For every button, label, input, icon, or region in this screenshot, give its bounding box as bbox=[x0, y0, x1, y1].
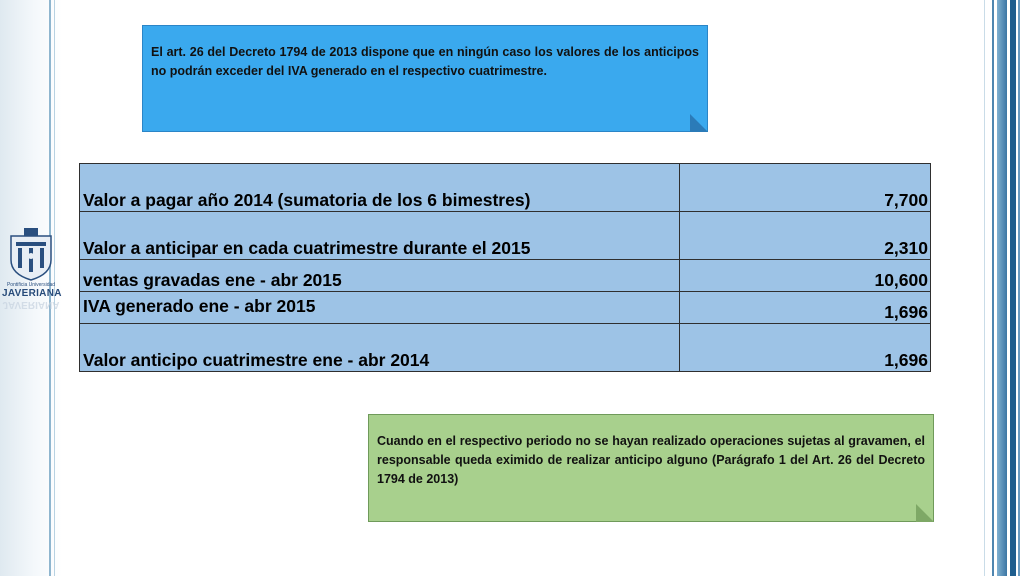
row-label: IVA generado ene - abr 2015 bbox=[80, 292, 680, 324]
table-row bbox=[80, 324, 931, 372]
row-value: 10,600 bbox=[680, 260, 931, 292]
values-table bbox=[79, 163, 931, 372]
note-bottom bbox=[368, 414, 934, 522]
table-row bbox=[80, 164, 931, 212]
row-label: Valor a anticipar en cada cuatrimestre durante el 2015 bbox=[80, 212, 680, 260]
row-value: 7,700 bbox=[680, 164, 931, 212]
note-top-text: El art. 26 del Decreto 1794 de 2013 dispone que en ningún caso los valores de los anticipos no podrán exceder del IVA generado en el respectivo cuatrimestre. bbox=[151, 45, 699, 78]
left-decorative-band bbox=[0, 0, 62, 576]
band-stroke bbox=[992, 0, 994, 576]
row-label: Valor anticipo cuatrimestre ene - abr 2014 bbox=[80, 324, 680, 372]
right-decorative-band bbox=[980, 0, 1024, 576]
university-logo bbox=[2, 226, 60, 318]
band-stroke bbox=[984, 0, 985, 576]
folded-corner bbox=[916, 504, 934, 522]
band-stroke bbox=[997, 0, 1007, 576]
table-row bbox=[80, 260, 931, 292]
crest-icon bbox=[5, 226, 57, 282]
logo-line-1: Pontificia Universidad bbox=[6, 282, 56, 288]
logo-reflection: JAVERIANA bbox=[2, 299, 60, 310]
band-stroke bbox=[1018, 0, 1020, 576]
note-top bbox=[142, 25, 708, 132]
row-value: 2,310 bbox=[680, 212, 931, 260]
band-stroke bbox=[1010, 0, 1016, 576]
row-value: 1,696 bbox=[680, 324, 931, 372]
folded-corner bbox=[690, 114, 708, 132]
row-label: ventas gravadas ene - abr 2015 bbox=[80, 260, 680, 292]
table-row bbox=[80, 292, 931, 324]
row-value: 1,696 bbox=[680, 292, 931, 324]
logo-line-2: JAVERIANA bbox=[2, 288, 62, 299]
row-label: Valor a pagar año 2014 (sumatoria de los 6 bimestres) bbox=[80, 164, 680, 212]
table-row bbox=[80, 212, 931, 260]
note-bottom-text: Cuando en el respectivo periodo no se hayan realizado operaciones sujetas al gravamen, el responsable queda eximido de realizar anticipo alguno (Parágrafo 1 del Art. 26 del Decreto 1794 de 2013) bbox=[377, 434, 925, 486]
